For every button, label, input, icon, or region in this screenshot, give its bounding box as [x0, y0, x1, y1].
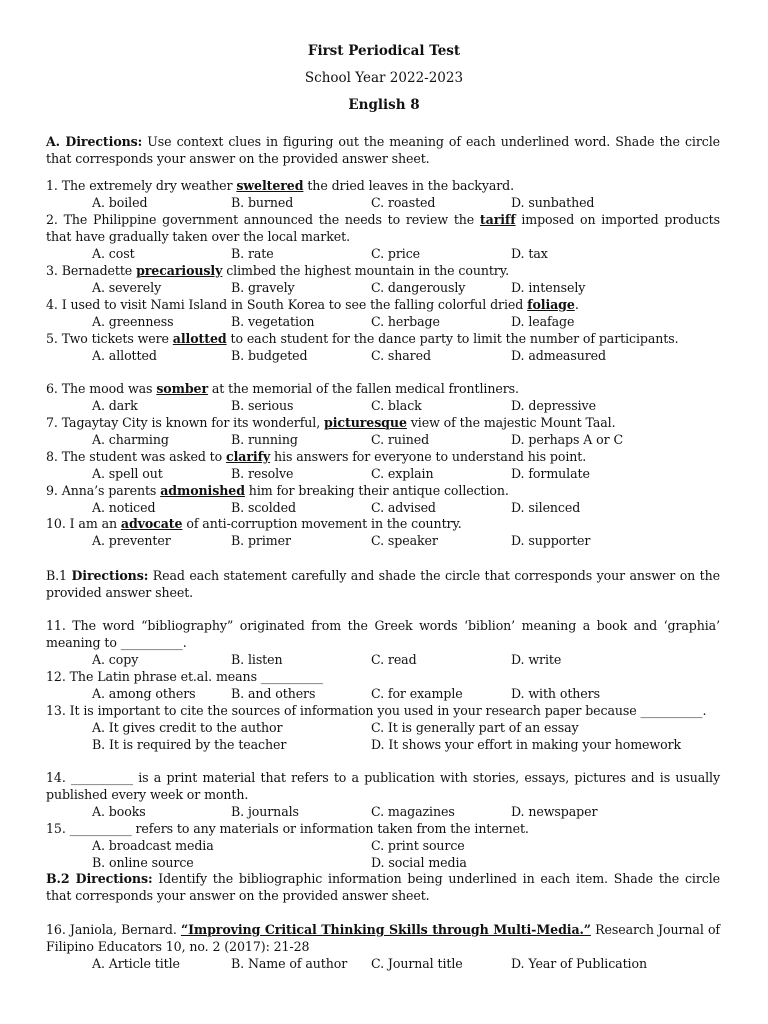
- options: [46, 245, 720, 262]
- school-year: School Year 2022-2023: [304, 70, 464, 86]
- question-text: 1. The extremely dry weather: [46, 178, 237, 193]
- option-b: B. listen: [231, 652, 283, 667]
- question-10: [46, 515, 720, 549]
- option-b: B. burned: [231, 195, 294, 210]
- option-a: A. allotted: [92, 348, 157, 363]
- option-c: C. advised: [371, 500, 436, 515]
- question-text: 16. Janiola, Bernard.: [46, 922, 181, 937]
- option-c: C. price: [371, 246, 421, 261]
- question-text: 6. The mood was: [46, 381, 157, 396]
- question-5: [46, 330, 720, 364]
- underlined-word: precariously: [136, 263, 223, 278]
- question-text: 11. The word “bibliography” originated from the Greek words ‘biblion’ meaning a book and ‘graphia’ meaning to __________.: [46, 618, 720, 650]
- option-c: C. Journal title: [371, 956, 463, 971]
- question-text: 5. Two tickets were: [46, 331, 173, 346]
- underlined-word: picturesque: [324, 415, 407, 430]
- question-text: 15. __________ refers to any materials or information taken from the internet.: [46, 821, 529, 836]
- option-d: D. social media: [371, 855, 467, 870]
- section-a-text: Use context clues in figuring out the meaning of each underlined word. Shade the circle that corresponds your answer on the provided answer sheet.: [46, 134, 720, 166]
- options: [46, 532, 720, 549]
- underlined-article-title: “Improving Critical Thinking Skills through Multi-Media.”: [180, 922, 591, 937]
- options: [46, 313, 720, 330]
- test-title: First Periodical Test: [307, 43, 461, 59]
- question-6: [46, 380, 720, 414]
- underlined-word: admonished: [160, 483, 245, 498]
- underlined-word: tariff: [479, 212, 516, 227]
- question-text: view of the majestic Mount Taal.: [406, 415, 616, 430]
- question-15: [46, 820, 720, 871]
- option-b: B. It is required by the teacher: [92, 737, 287, 752]
- option-a: A. Article title: [92, 956, 180, 971]
- option-a: A. charming: [92, 432, 169, 447]
- section-b2-label: B.2 Directions:: [46, 871, 153, 886]
- question-text: .: [574, 297, 579, 312]
- option-d: D. intensely: [511, 280, 586, 295]
- option-a: A. cost: [92, 246, 135, 261]
- option-d: D. perhaps A or C: [511, 432, 623, 447]
- question-9: [46, 482, 720, 516]
- option-c: C. explain: [371, 466, 434, 481]
- question-text: climbed the highest mountain in the country.: [222, 263, 509, 278]
- option-b: B. rate: [231, 246, 274, 261]
- question-text: 10. I am an: [46, 516, 121, 531]
- option-c: C. shared: [371, 348, 431, 363]
- options: [46, 194, 720, 211]
- underlined-word: advocate: [120, 516, 183, 531]
- question-text: 4. I used to visit Nami Island in South Korea to see the falling colorful dried: [46, 297, 528, 312]
- option-d: D. newspaper: [511, 804, 598, 819]
- option-d: D. silenced: [511, 500, 581, 515]
- option-c: C. print source: [371, 838, 465, 853]
- options: [46, 803, 720, 820]
- option-c: C. dangerously: [371, 280, 466, 295]
- question-text: Research Journal of Filipino Educators 10, no. 2 (2017): 21-28: [46, 922, 720, 954]
- options: [46, 279, 720, 296]
- option-b: B. gravely: [231, 280, 295, 295]
- option-d: D. depressive: [511, 398, 596, 413]
- option-c: C. ruined: [371, 432, 430, 447]
- section-b1-label: Directions:: [71, 568, 149, 583]
- question-text: 3. Bernadette: [46, 263, 137, 278]
- section-a-label: A. Directions:: [46, 134, 143, 149]
- underlined-word: foliage: [527, 297, 575, 312]
- option-a: A. broadcast media: [92, 838, 214, 853]
- option-b: B. resolve: [231, 466, 294, 481]
- question-16: [46, 921, 720, 972]
- question-8: [46, 448, 720, 482]
- option-a: A. among others: [92, 686, 196, 701]
- option-d: D. It shows your effort in making your homework: [371, 737, 682, 752]
- question-1: [46, 177, 720, 211]
- question-text: 14. __________ is a print material that refers to a publication with stories, essays, pictures and is usually published every week or month.: [46, 770, 720, 802]
- option-d: D. tax: [511, 246, 548, 261]
- option-b: B. primer: [231, 533, 291, 548]
- option-d: D. write: [511, 652, 562, 667]
- section-a-directions: [46, 133, 720, 167]
- option-b: B. journals: [231, 804, 299, 819]
- option-c: C. black: [371, 398, 422, 413]
- underlined-word: sweltered: [236, 178, 304, 193]
- option-b: B. vegetation: [231, 314, 315, 329]
- options-row-1: [46, 837, 720, 854]
- option-b: B. and others: [231, 686, 316, 701]
- option-a: A. books: [92, 804, 146, 819]
- question-text: imposed on imported products that have gradually taken over the local market.: [46, 212, 720, 244]
- option-a: A. copy: [92, 652, 139, 667]
- option-b: B. Name of author: [231, 956, 348, 971]
- option-b: B. scolded: [231, 500, 296, 515]
- question-text: his answers for everyone to understand his point.: [270, 449, 587, 464]
- question-3: [46, 262, 720, 296]
- option-c: C. magazines: [371, 804, 455, 819]
- options: [46, 431, 720, 448]
- question-12: [46, 668, 720, 702]
- option-a: A. preventer: [92, 533, 171, 548]
- option-a: A. dark: [92, 398, 138, 413]
- option-d: D. supporter: [511, 533, 591, 548]
- option-d: D. admeasured: [511, 348, 606, 363]
- options: [46, 465, 720, 482]
- option-c: C. roasted: [371, 195, 436, 210]
- option-b: B. running: [231, 432, 298, 447]
- question-text: to each student for the dance party to limit the number of participants.: [226, 331, 679, 346]
- section-b1-number: B.1: [46, 568, 72, 583]
- options: [46, 955, 720, 972]
- question-text: of anti-corruption movement in the country.: [182, 516, 462, 531]
- option-c: C. read: [371, 652, 417, 667]
- option-d: D. leafage: [511, 314, 575, 329]
- underlined-word: allotted: [172, 331, 227, 346]
- option-d: D. Year of Publication: [511, 956, 647, 971]
- option-a: A. severely: [92, 280, 162, 295]
- options: [46, 651, 720, 668]
- section-b2-directions: [46, 870, 720, 904]
- question-text: 2. The Philippine government announced the needs to review the: [46, 212, 480, 227]
- options: [46, 397, 720, 414]
- option-b: B. online source: [92, 855, 194, 870]
- underlined-word: clarify: [226, 449, 271, 464]
- option-b: B. serious: [231, 398, 294, 413]
- options: [46, 685, 720, 702]
- options: [46, 499, 720, 516]
- options-row-2: [46, 736, 720, 753]
- question-text: 9. Anna’s parents: [46, 483, 161, 498]
- question-text: the dried leaves in the backyard.: [303, 178, 515, 193]
- options-row-2: [46, 854, 720, 871]
- option-a: A. noticed: [92, 500, 156, 515]
- question-4: [46, 296, 720, 330]
- question-11: [46, 617, 720, 668]
- underlined-word: somber: [156, 381, 208, 396]
- options: [46, 347, 720, 364]
- option-c: C. herbage: [371, 314, 440, 329]
- section-b1-text: Read each statement carefully and shade the circle that corresponds your answer on the provided answer sheet.: [46, 568, 720, 600]
- question-text: 12. The Latin phrase et.al. means __________: [46, 669, 323, 684]
- question-text: 8. The student was asked to: [46, 449, 227, 464]
- options-row-1: [46, 719, 720, 736]
- option-a: A. spell out: [92, 466, 163, 481]
- question-13: [46, 702, 720, 753]
- option-c: C. It is generally part of an essay: [371, 720, 579, 735]
- section-b2-text: Identify the bibliographic information being underlined in each item. Shade the circle that corresponds your answer on the provided answer sheet.: [46, 871, 720, 903]
- subject-title: English 8: [348, 97, 420, 113]
- question-text: 7. Tagaytay City is known for its wonderful,: [46, 415, 325, 430]
- question-14: [46, 769, 720, 820]
- option-a: A. It gives credit to the author: [92, 720, 283, 735]
- question-text: 13. It is important to cite the sources of information you used in your research paper because __________.: [46, 703, 707, 718]
- option-d: D. sunbathed: [511, 195, 595, 210]
- question-text: him for breaking their antique collection.: [244, 483, 509, 498]
- question-7: [46, 414, 720, 448]
- option-b: B. budgeted: [231, 348, 308, 363]
- section-b1-directions: [46, 567, 720, 601]
- option-d: D. with others: [511, 686, 600, 701]
- option-c: C. speaker: [371, 533, 438, 548]
- option-d: D. formulate: [511, 466, 590, 481]
- option-a: A. greenness: [92, 314, 174, 329]
- option-a: A. boiled: [92, 195, 148, 210]
- option-c: C. for example: [371, 686, 463, 701]
- question-2: [46, 211, 720, 262]
- question-text: at the memorial of the fallen medical frontliners.: [207, 381, 519, 396]
